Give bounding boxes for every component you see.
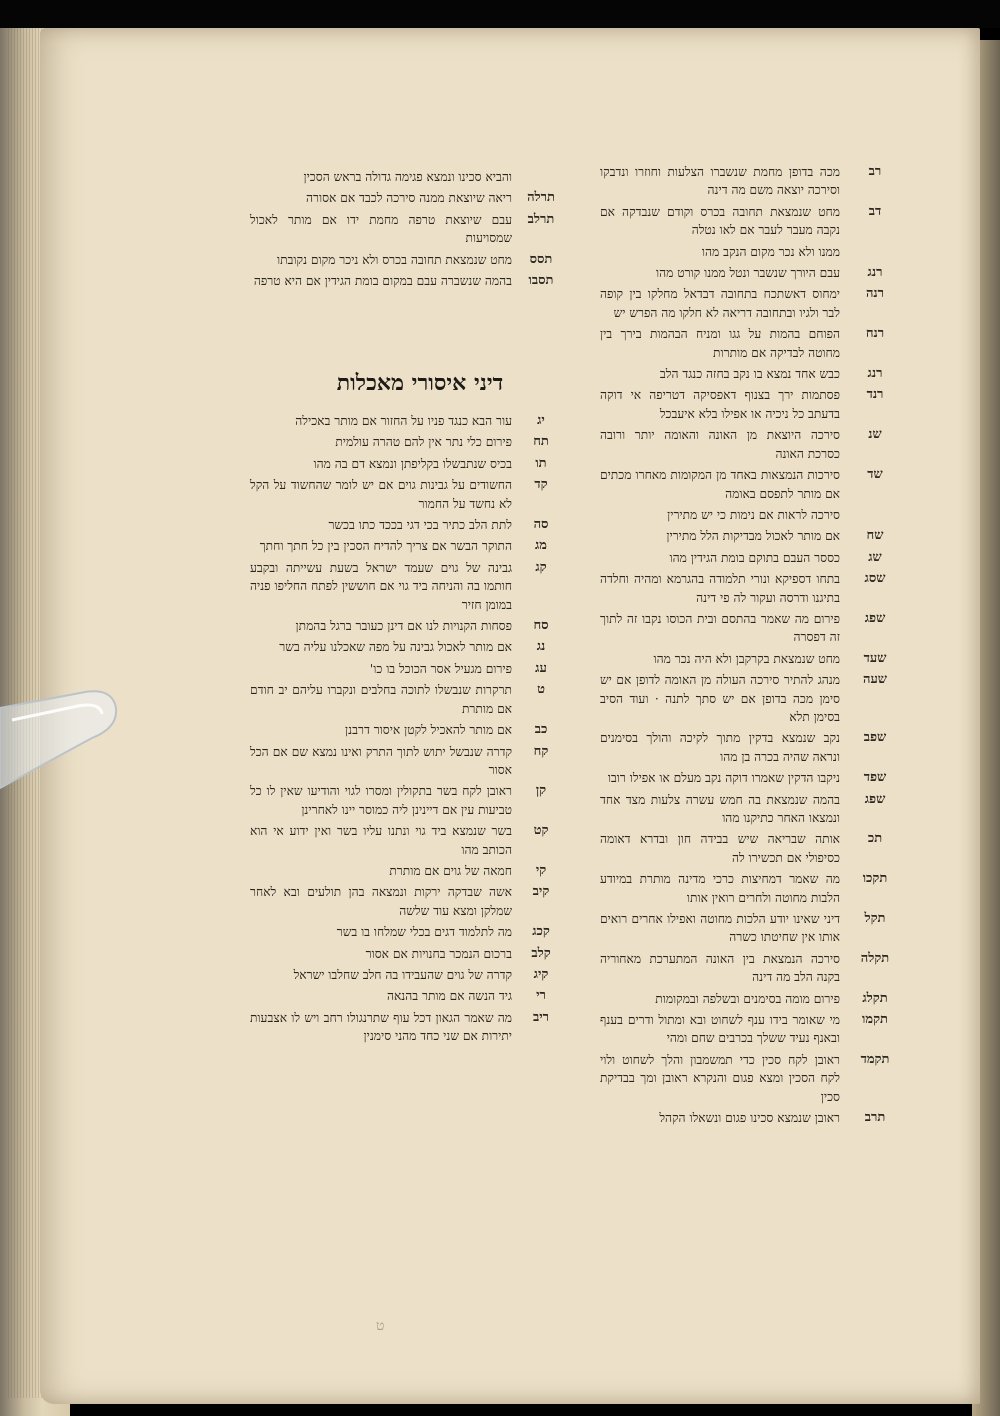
entry-text: התוקר הבשר אם צריך להדיח הסכין בין כל חתך וחתך: [259, 539, 512, 554]
entry-text: מכה בדופן מחמת שנשברו הצלעות וחוזרו ונדבקו וסירכה יוצאה משם מה דינה: [600, 165, 840, 198]
index-entry: [250, 782, 570, 819]
index-entry: [250, 537, 570, 555]
index-entry: [600, 506, 910, 524]
index-entry: [250, 883, 570, 920]
index-entry: [250, 516, 570, 534]
index-entry: [600, 570, 910, 607]
entry-text: ימחוס דאשתכח בתחובה דבדאל מחלקו בין קופה לבר ולגיו ובתחובה דריאה לא חלקו מה הפרש יש: [600, 287, 840, 320]
entry-text: הפוחם בהמות על גגו ומניח הבהמות בירך בין מחוטה לבדיקה אם מותרות: [600, 327, 840, 360]
entry-number: יג: [537, 413, 545, 428]
entry-text: מה שאמר הגאון דכל עוף שתרנגולו רחב ויש לו אצבעות יתירות אם שני כחד מהני סימנין: [250, 1010, 512, 1044]
entry-text: קדרה של גוים שהעבידו בה חלב שחלבו ישראל: [293, 967, 512, 982]
index-entry: [250, 1009, 570, 1046]
entry-number: תרלב: [527, 211, 555, 227]
index-entry: [600, 610, 910, 647]
index-entry: [250, 476, 570, 513]
entry-text: ראובן שנמצא סכינו פגום ונשאלו הקהל: [659, 1111, 840, 1126]
index-entry: [600, 325, 910, 362]
entry-text: בהמה שנשברה עבם במקום בומת הגידין אם היא טרפה: [253, 274, 512, 289]
entry-number: רנה: [865, 286, 885, 302]
entry-number: שפג: [864, 791, 886, 807]
entry-number: שפג: [864, 610, 886, 626]
entry-number: שעה: [862, 672, 888, 688]
index-entry: [600, 830, 910, 867]
section-heading: דיני איסורי מאכלות: [336, 370, 504, 396]
index-entry: [600, 527, 910, 545]
entry-number: תקמד: [860, 1051, 890, 1067]
index-entry: [600, 870, 910, 907]
entry-number: רנג: [867, 366, 883, 382]
entry-number: סה: [533, 517, 549, 533]
index-entry: [600, 650, 910, 668]
entry-number: ט: [537, 682, 545, 698]
entry-number: קכג: [532, 924, 550, 940]
index-entry: [600, 1011, 910, 1048]
entry-text: לתת הלב כתיר בכי דגי בככד כתו בכשר: [328, 518, 512, 533]
entry-number: רב: [868, 164, 882, 179]
entry-number: רנד: [866, 387, 884, 403]
scan-top-border: [0, 0, 1000, 28]
entry-number: תסס: [529, 251, 553, 267]
entry-number: רנג: [867, 265, 883, 281]
index-entry: [250, 945, 570, 963]
entry-number: קלב: [531, 945, 551, 961]
entry-text: סירכות הנמצאות באחד מן המקומות מאחרו מכתים אם מותר לתפסם באומה: [600, 468, 840, 501]
entry-number: קג: [535, 559, 547, 575]
entry-text: עבם היורך שנשבר ונטל ממנו קורט מהו: [655, 266, 840, 281]
entry-text: אם מותר להאכיל לקטן איסור דרבנן: [345, 723, 512, 738]
entry-text: בכיס שנתבשלו בקליפתן ונמצא דם בה מהו: [313, 456, 512, 471]
entry-text: מה שאמר דמחיצות כרכי מדינה מותרת במיודע הלבות מחוטה ולחרים רואין אותו: [600, 872, 840, 905]
entry-text: בתחו דספיקא ונורי תלמודה בהגרמא ומהיה וחלדה בתיגנו ודרסה ועקור לה פי דינה: [600, 572, 840, 605]
entry-number: נג: [536, 639, 546, 655]
entry-number: קיג: [533, 966, 549, 982]
entry-number: תח: [533, 434, 549, 450]
index-entry: [600, 203, 910, 240]
entry-number: קט: [533, 823, 549, 839]
entry-text: סירכה לראות אם נימות כי יש מתירין: [667, 507, 840, 522]
index-entry: [250, 923, 570, 941]
index-entry: [600, 426, 910, 463]
entry-text: ריאה שיוצאת ממנה סירכה לכבד אם אסורה: [305, 191, 512, 206]
entry-number: עג: [535, 660, 547, 676]
entry-text: אם מותר לאכול מבדיקות הלל מתירין: [666, 529, 840, 544]
plastic-clip: [0, 690, 120, 795]
index-entry: [250, 455, 570, 473]
entry-text: גבינה של גוים שעמד ישראל בשעת עשייתה ובקבע חותמו בה והניחה ביד גוי אם חוששין לפתח החליפו פניה במומן חזיר: [250, 560, 512, 612]
entry-text: בשר שנמצא ביד גוי ונתנו עליו בשר ואין ידוע אי הוא הכותב מהו: [250, 824, 512, 857]
entry-text: פירום מומה בסימנים ובשלפה ובמקומות: [655, 991, 840, 1006]
entry-text: נקב שנמצא בדקין מתוך לקיכה והולך בסימנים ונראה שהיה בכרה בן מהו: [600, 731, 840, 764]
entry-number: קח: [533, 743, 549, 759]
index-entry: [600, 285, 910, 322]
index-entry: [600, 910, 910, 947]
entry-text: חמאה של גוים אם מותרת: [389, 863, 512, 878]
entry-number: תסבו: [528, 273, 554, 289]
entry-text: ניקבו הדקין שאמרו דוקה נקב מעלם או אפילו רובו: [607, 771, 840, 786]
entry-number: קיב: [532, 884, 550, 900]
entry-text: אשה שבדקה ירקות ונמצאה בהן תולעים ובא לאחר שמלקן ומצא עוד שלשה: [250, 885, 512, 918]
index-entry: [250, 966, 570, 984]
index-entry: [250, 559, 570, 614]
index-entry: [600, 671, 910, 726]
entry-text: מחט שנמצאת תחובה בכרס ולא ניכר מקום נקובתו: [277, 252, 512, 267]
index-entry: [600, 264, 910, 282]
entry-text: סירכה היוצאת מן האונה והאומה יותר ורובה כסרכת האונה: [600, 428, 840, 461]
right-text-column: [600, 163, 910, 1128]
index-entry: [600, 365, 910, 383]
entry-text: סירכה הנמצאת בין האונה המתערכת מאחוריה בקנה הלב מה דינה: [600, 951, 840, 985]
index-entry: [600, 990, 910, 1008]
entry-text: והביא סכינו ונמצא פגימה גדולה בראש הסכין: [303, 170, 512, 184]
entry-number: מג: [535, 538, 547, 554]
index-entry: [600, 1051, 910, 1106]
entry-number: קי: [535, 862, 547, 878]
index-entry: [250, 433, 570, 451]
index-entry: [600, 950, 910, 987]
entry-text: מה לתלמוד דגים בכלי שמלחו בו בשר: [336, 925, 512, 940]
entry-text: עבם שיוצאת טרפה מחמת ידו אם מותר לאכול שמסויעות: [250, 212, 512, 246]
index-entry: [250, 638, 570, 656]
entry-text: מחט שנמצאת בקרקבן ולא היה נכר מהו: [653, 651, 840, 666]
index-entry: [250, 251, 570, 269]
entry-number: תקלה: [860, 950, 890, 966]
index-entry: [250, 617, 570, 635]
entry-number: ריב: [532, 1009, 550, 1025]
entry-number: רנח: [865, 326, 885, 342]
index-entry: [250, 721, 570, 739]
entry-number: תו: [535, 455, 547, 471]
entry-number: שח: [866, 528, 884, 544]
entry-number: שד: [867, 467, 883, 483]
entry-text: פירום מה שאמר בהתסם ובית הכוסו נקבו זה לתוך זה דפסרה: [600, 611, 840, 645]
index-entry: [600, 466, 910, 503]
entry-number: שפב: [863, 730, 887, 746]
index-entry: [600, 243, 910, 261]
entry-text: אם מותר לאכול גבינה על מפה שאכלנו עליה בשר: [279, 640, 512, 655]
entry-number: שנ: [868, 427, 882, 443]
entry-text: דיני שאינו יודע הלכות מחוטה ואפילו אחרים רואים אותו אין שחיטתו כשרה: [600, 912, 840, 945]
entry-text: ראובן לקח בשר בתקולין ומסרו לגוי והודיעו שאין לו כל טביעות עין אם דיינינן ליה כמוסר יינו לאחרינן: [250, 784, 512, 817]
entry-text: כבש אחד נמצא בו נקב בחזה כנגד הלב: [659, 367, 840, 382]
entry-number: כב: [534, 722, 548, 738]
entry-number: תקכו: [862, 871, 888, 887]
entry-text: פירום כלי נתר אין להם טהרה עולמית: [335, 435, 512, 450]
pencil-mark: ט: [376, 1318, 385, 1334]
entry-number: תרב: [864, 1110, 886, 1126]
entry-text: פירום מגעיל אסר הכוכל בו כו': [369, 661, 512, 676]
entry-number: שעד: [863, 650, 887, 666]
index-entry: [250, 412, 570, 430]
entry-text: אותה שבריאה שיש בבידה חון ובדרא דאומה כסיפולי אם תכשירו לה: [600, 832, 840, 865]
index-entry: [600, 386, 910, 423]
index-entry: [250, 272, 570, 290]
entry-number: שפד: [863, 770, 887, 786]
left-column-top-entries: [250, 168, 570, 290]
index-entry: [600, 769, 910, 787]
entry-number: תכ: [867, 831, 883, 847]
left-column-lower-entries: [250, 412, 570, 1046]
index-entry: [250, 743, 570, 780]
index-entry: [600, 791, 910, 828]
entry-text: החשודים על גבינות גוים אם יש לומר שהחשוד על הקל לא נחשד על החמור: [250, 478, 512, 511]
entry-number: תקלג: [862, 990, 888, 1006]
index-entry: [250, 681, 570, 718]
entry-text: מנהג להתיר סירכה העולה מן האומה לדופן אם יש סימן מכה בדופן אם יש סתך לתנה · ועוד הסיב בסימן תלא: [600, 673, 840, 724]
index-entry: [600, 549, 910, 567]
entry-text: עור הבא כנגד פניו על החזור אם מותר באכילה: [295, 414, 512, 428]
entry-text: ממנו ולא נכר מקום הנקב מהו: [701, 244, 840, 259]
index-entry: [250, 660, 570, 678]
entry-number: תקל: [864, 911, 886, 927]
index-entry: [250, 211, 570, 248]
entry-number: תקמו: [862, 1012, 888, 1028]
entry-number: תרלה: [527, 190, 555, 206]
index-entry: [600, 1109, 910, 1127]
entry-text: פסתמות ירך בצנוף דאפסיקה דטריפה אי דוקה בדעתב כל ניכיה או אפילו בלא איעבכל: [600, 388, 840, 421]
entry-text: ראובן לקח סכין כדי תמשמבון והלך לשחוט ולוי לקח הסכין ומצא פגום והנקרא ראובן ומך בבדיקת סכין: [600, 1052, 840, 1104]
entry-number: קן: [535, 783, 547, 799]
entry-text: בהמה שנמצאת בה חמש עשרה צלעות מצד אחד ונמצאו האחר כתיקנו מהו: [600, 792, 840, 825]
entry-text: מי שאומר בידו ענף לשחוט ובא ומתול ודרים בענף ובאנף נעיד ששלך בכרבים שחם ומהי: [600, 1013, 840, 1046]
index-entry: [250, 987, 570, 1005]
left-text-column: [250, 168, 570, 290]
entry-number: שסג: [864, 571, 886, 587]
index-entry: [250, 862, 570, 880]
entry-text: קדרה שנבשל יתוש לתוך התרק ואינו נמצא שם אם הכל אסור: [250, 744, 512, 777]
entry-text: מחט שנמצאת תחובה בכרס וקודם שנבדקה אם נקבה מעבר לעבר אם לאו נטלה: [600, 204, 840, 238]
entry-number: רי: [536, 988, 546, 1004]
entry-number: סח: [533, 618, 549, 634]
index-entry: [600, 163, 910, 200]
entry-text: תרקרות שנבשלו לתוכה בחלבים ונקברו עליהם יב חודם אם מותרת: [250, 683, 512, 716]
index-entry: [250, 168, 570, 186]
index-entry: [250, 822, 570, 859]
entry-text: פסחות הקנויות לנו אם דינן כעובר ברגל בהמתן: [295, 619, 512, 634]
entry-text: גיד הנשה אם מותר בהנאה: [386, 989, 512, 1004]
index-entry: [250, 189, 570, 207]
entry-number: דב: [868, 203, 882, 219]
entry-number: קד: [534, 477, 548, 493]
entry-text: כססר העבם בתוקם בומת הגידין מהו: [669, 550, 840, 565]
index-entry: [600, 729, 910, 766]
entry-number: שג: [868, 549, 882, 565]
entry-text: ברכום הנמכר בחנויות אם אסור: [365, 946, 512, 961]
